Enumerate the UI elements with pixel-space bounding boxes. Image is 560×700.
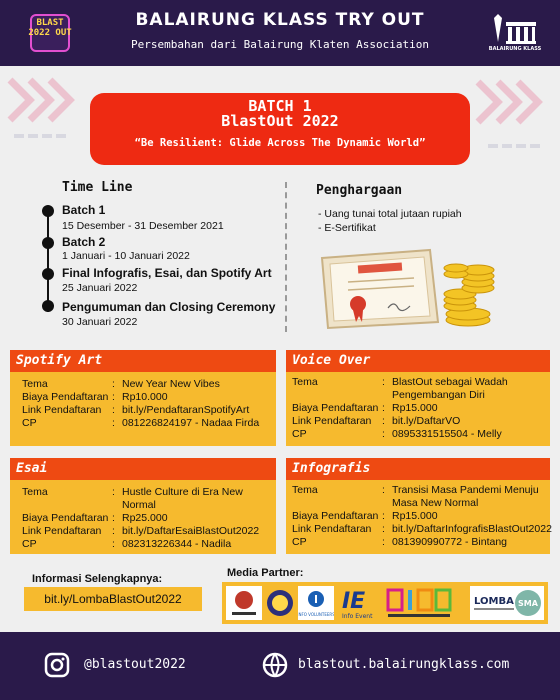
timeline-dot — [42, 300, 54, 312]
card-row-tema: Tema : Transisi Masa Pandemi Menuju Masa New Normal — [292, 484, 539, 509]
logo-badge-text: BLAST 2022 OUT — [28, 18, 72, 38]
section-divider — [285, 182, 287, 332]
card-row-biaya: Biaya Pendaftaran : Rp25.000 — [22, 512, 168, 524]
card-row-link: Link Pendaftaran : bit.ly/DaftarInfografisBlastOut2022 — [292, 523, 552, 535]
card-row-biaya: Biaya Pendaftaran : Rp15.000 — [292, 510, 438, 522]
partner-logo — [266, 586, 294, 620]
globe-icon — [262, 652, 288, 678]
chevron-decoration-right — [458, 70, 560, 170]
timeline-item-date: 15 Desember - 31 Desember 2021 — [62, 220, 224, 232]
registration-link[interactable]: bit.ly/PendaftaranSpotifyArt — [122, 404, 250, 416]
certificate-icon — [322, 250, 438, 328]
registration-link[interactable]: bit.ly/DaftarInfografisBlastOut2022 — [392, 523, 552, 535]
media-partner-label: Media Partner: — [227, 567, 304, 579]
infografis-card — [286, 458, 550, 554]
card-title: Esai — [16, 461, 48, 476]
timeline-dot — [42, 268, 54, 280]
card-row-tema: Tema : BlastOut sebagai Wadah Pengembangan Diri — [292, 376, 508, 401]
registration-link[interactable]: bit.ly/DaftarVO — [392, 415, 461, 427]
timeline-item-date: 1 Januari - 10 Januari 2022 — [62, 250, 190, 262]
registration-link[interactable]: bit.ly/DaftarEsaiBlastOut2022 — [122, 525, 260, 537]
partner-text: SMA — [518, 599, 538, 608]
timeline-item-name: Pengumuman dan Closing Ceremony — [62, 300, 276, 314]
card-row-link: Link Pendaftaran : bit.ly/PendaftaranSpotifyArt — [22, 404, 270, 417]
card-header — [286, 458, 550, 480]
card-header — [286, 350, 550, 372]
card-header — [10, 350, 276, 372]
card-row-cp: CP : 081390990772 - Bintang — [292, 536, 508, 548]
banner-tagline: “Be Resilient: Glide Across The Dynamic World” — [134, 137, 426, 149]
card-row-tema: Tema : Hustle Culture di Era New Normal — [22, 486, 243, 511]
banner-event: BlastOut 2022 — [221, 112, 339, 130]
card-title: Infografis — [292, 461, 371, 476]
partner-logo — [226, 586, 262, 620]
partner-logo — [470, 586, 544, 620]
timeline-item-name: Final Infografis, Esai, dan Spotify Art — [62, 266, 272, 280]
media-partner-strip — [222, 582, 548, 624]
partner-logo — [338, 586, 382, 620]
instagram-icon[interactable] — [44, 652, 70, 678]
card-row-link: Link Pendaftaran : bit.ly/DaftarVO — [292, 415, 544, 428]
card-row-link: Link Pendaftaran : bit.ly/DaftarEsaiBlastOut2022 — [22, 525, 270, 538]
award-item: - E-Sertifikat — [318, 222, 376, 234]
card-title: Voice Over — [292, 353, 371, 368]
logo-caption: BALAIRUNG KLASS — [488, 46, 542, 52]
awards-title: Penghargaan — [316, 183, 403, 198]
voice-over-card — [286, 350, 550, 446]
card-row-cp: CP : 081226824197 - Nadaa Firda — [22, 417, 260, 429]
balairung-klass-logo — [488, 12, 542, 58]
card-body — [292, 376, 544, 441]
banner-title — [90, 99, 470, 129]
partner-text: IE — [342, 589, 366, 614]
card-row-tema: Tema : New Year New Vibes — [22, 378, 220, 390]
timeline-dot — [42, 237, 54, 249]
certificate-and-coins-illustration — [318, 246, 504, 330]
header — [0, 0, 560, 66]
card-body — [22, 378, 270, 430]
instagram-handle[interactable]: @blastout2022 — [84, 657, 186, 672]
spotify-art-card — [10, 350, 276, 446]
partner-text: LOMBA — [474, 596, 514, 607]
chevron-decoration-left — [0, 70, 100, 170]
coins-icon — [444, 264, 494, 326]
award-item: - Uang tunai total jutaan rupiah — [318, 208, 462, 220]
page-title: BALAIRUNG KLASS TRY OUT — [135, 10, 425, 30]
card-row-cp: CP : 082313226344 - Nadila — [22, 538, 232, 550]
info-link[interactable]: bit.ly/LombaBlastOut2022 — [24, 587, 202, 611]
banner-batch: BATCH 1 — [248, 97, 312, 115]
card-title: Spotify Art — [16, 353, 103, 368]
partner-text: Info Event — [342, 613, 373, 620]
timeline-item-date: 25 Januari 2022 — [62, 282, 138, 294]
card-header — [10, 458, 276, 480]
website-link[interactable]: blastout.balairungklass.com — [298, 657, 510, 672]
esai-card — [10, 458, 276, 554]
info-label: Informasi Selengkapnya: — [32, 573, 163, 585]
timeline-item-date: 30 Januari 2022 — [62, 316, 138, 328]
page-subtitle: Persembahan dari Balairung Klaten Association — [130, 38, 429, 51]
timeline-dot — [42, 205, 54, 217]
footer — [0, 632, 560, 700]
timeline-item-name: Batch 1 — [62, 203, 106, 217]
timeline-title: Time Line — [62, 180, 133, 195]
card-row-cp: CP : 0895331515504 - Melly — [292, 428, 502, 440]
partner-logo — [386, 586, 466, 620]
partner-text: INFO VOLUNTEERS — [298, 612, 334, 617]
card-row-biaya: Biaya Pendaftaran : Rp15.000 — [292, 402, 438, 414]
card-body — [22, 486, 270, 551]
building-icon — [488, 12, 542, 46]
timeline-line — [47, 210, 49, 312]
batch-banner — [90, 93, 470, 165]
card-body — [292, 484, 552, 549]
timeline-item-name: Batch 2 — [62, 235, 106, 249]
partner-logo — [298, 586, 334, 620]
card-row-biaya: Biaya Pendaftaran : Rp10.000 — [22, 391, 168, 403]
blastout-logo — [24, 8, 76, 58]
